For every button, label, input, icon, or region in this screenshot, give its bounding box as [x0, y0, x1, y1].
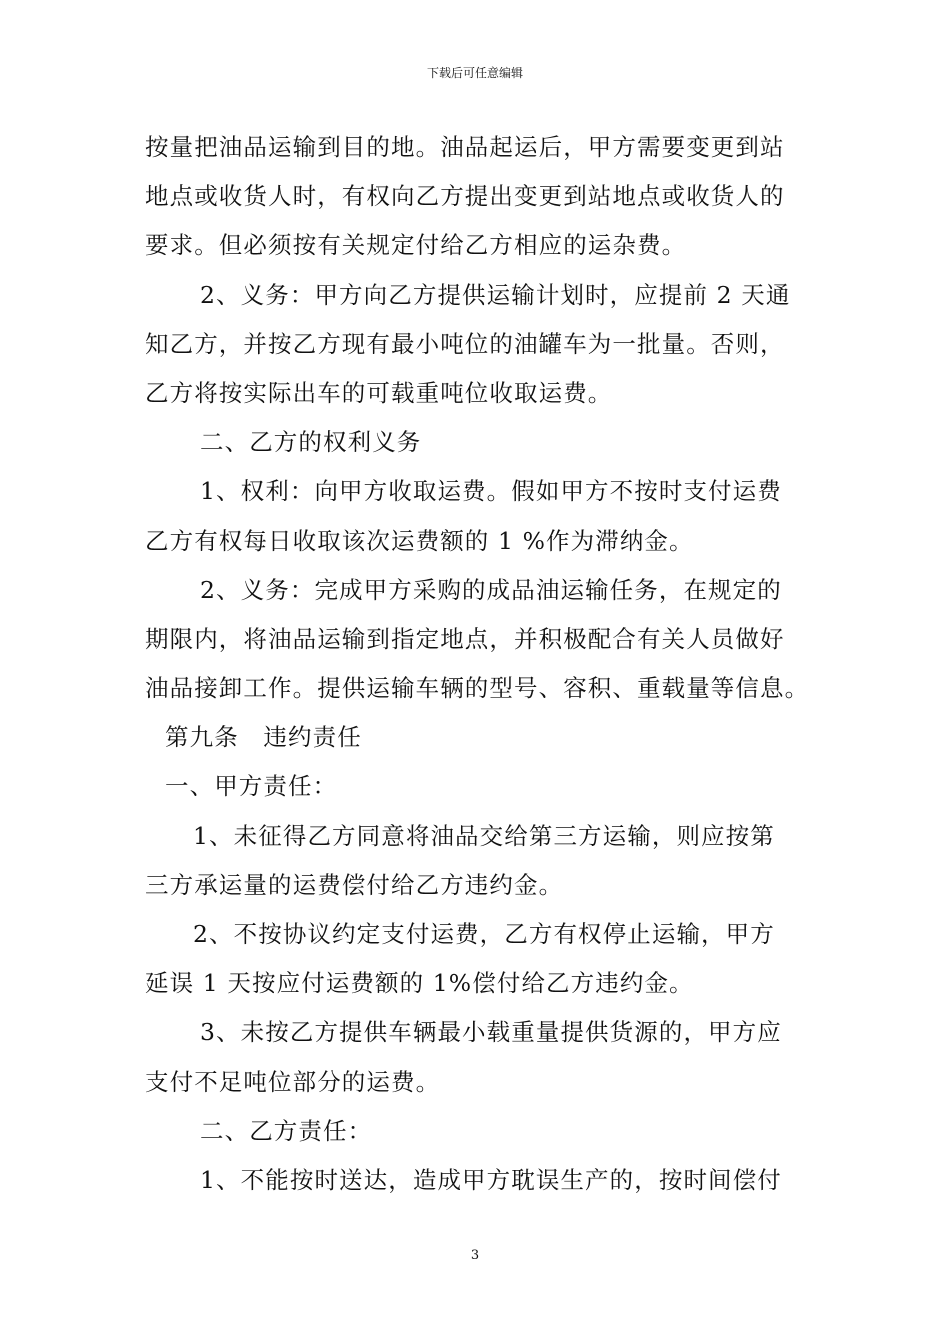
- text-line: 3、未按乙方提供车辆最小载重量提供货源的，甲方应: [200, 1018, 782, 1047]
- text-line: 油品接卸工作。提供运输车辆的型号、容积、重载量等信息。: [145, 674, 810, 703]
- page-header: 下载后可任意编辑: [426, 66, 523, 80]
- text-line: 延误 1 天按应付运费额的 1%偿付给乙方违约金。: [145, 969, 694, 998]
- text-line: 1、未征得乙方同意将油品交给第三方运输，则应按第: [193, 821, 775, 850]
- section-heading: 二、乙方的权利义务: [200, 428, 422, 457]
- section-heading: 二、乙方责任：: [200, 1116, 373, 1145]
- text-line: 知乙方，并按乙方现有最小吨位的油罐车为一批量。否则，: [145, 329, 785, 358]
- article-heading: 第九条 违约责任: [165, 723, 362, 752]
- text-line: 乙方将按实际出车的可载重吨位收取运费。: [145, 378, 613, 407]
- text-line: 1、不能按时送达，造成甲方耽误生产的，按时间偿付: [200, 1165, 782, 1194]
- document-body: [145, 123, 825, 1205]
- text-line: 2、义务：甲方向乙方提供运输计划时，应提前 2 天通: [200, 280, 791, 309]
- text-line: 2、不按协议约定支付运费，乙方有权停止运输，甲方: [193, 920, 775, 948]
- text-line: 2、义务：完成甲方采购的成品油运输任务，在规定的: [200, 575, 782, 604]
- text-line: 要求。但必须按有关规定付给乙方相应的运杂费。: [145, 231, 687, 260]
- text-line: 按量把油品运输到目的地。油品起运后，甲方需要变更到站: [145, 133, 785, 161]
- section-heading: 一、甲方责任：: [165, 772, 338, 801]
- text-line: 1、权利：向甲方收取运费。假如甲方不按时支付运费: [200, 477, 782, 506]
- page-number: 3: [470, 1248, 480, 1263]
- text-line: 地点或收货人时，有权向乙方提出变更到站地点或收货人的: [145, 182, 785, 211]
- text-line: 乙方有权每日收取该次运费额的 1 %作为滞纳金。: [145, 526, 694, 555]
- text-line: 三方承运量的运费偿付给乙方违约金。: [145, 870, 564, 899]
- text-line: 期限内，将油品运输到指定地点，并积极配合有关人员做好: [145, 624, 785, 653]
- text-line: 支付不足吨位部分的运费。: [145, 1067, 441, 1096]
